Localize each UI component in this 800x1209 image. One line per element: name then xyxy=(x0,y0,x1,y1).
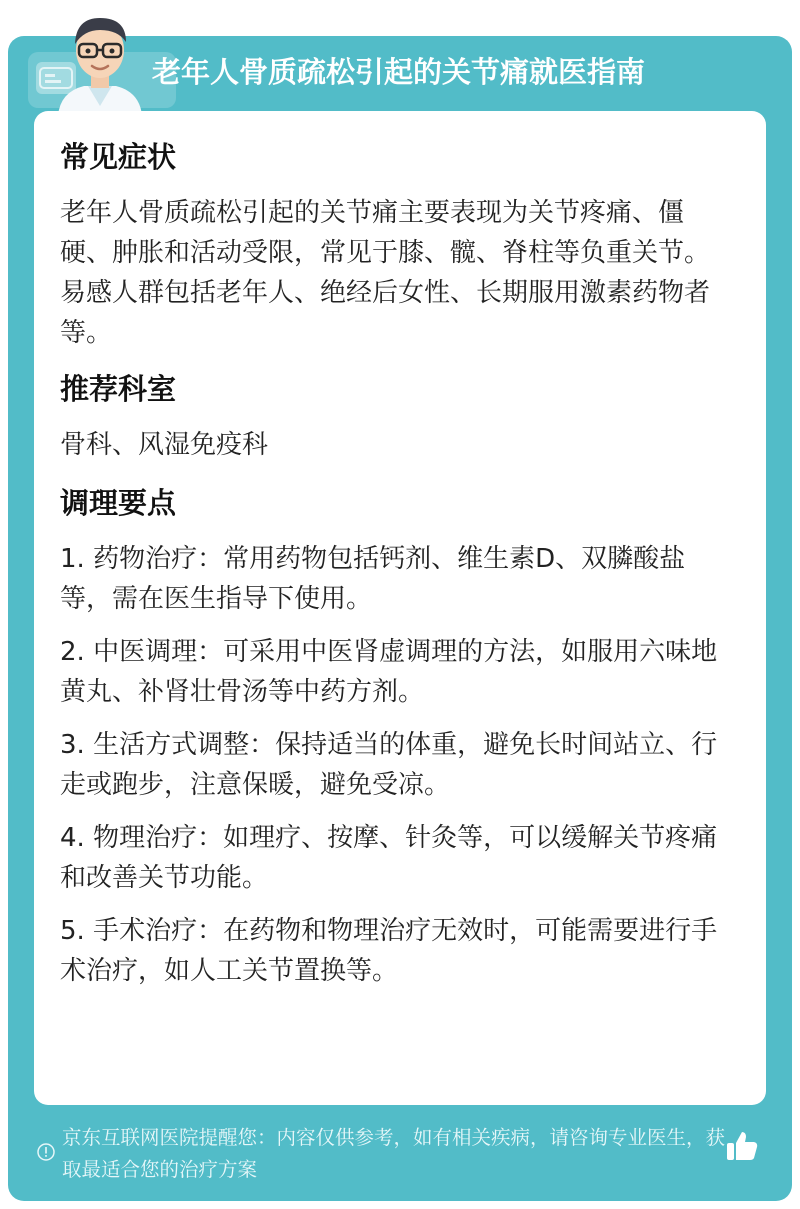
care-section xyxy=(60,481,730,991)
care-item-lifestyle: 3. 生活方式调整：保持适当的体重，避免长时间站立、行走或跑步，注意保暖，避免受凉。 xyxy=(60,730,718,800)
care-item-medication: 1. 药物治疗：常用药物包括钙剂、维生素D、双膦酸盐等，需在医生指导下使用。 xyxy=(60,544,686,614)
care-item-surgery: 5. 手术治疗：在药物和物理治疗无效时，可能需要进行手术治疗，如人工关节置换等。 xyxy=(60,916,718,986)
guide-content xyxy=(60,135,730,991)
care-item-tcm: 2. 中医调理：可采用中医肾虚调理的方法，如服用六味地黄丸、补肾壮骨汤等中药方剂。 xyxy=(60,637,718,707)
care-list xyxy=(60,539,730,991)
thumbs-up-icon[interactable] xyxy=(724,1128,760,1164)
department-heading: 推荐科室 xyxy=(60,372,177,406)
page-title: 老年人骨质疏松引起的关节痛就医指南 xyxy=(152,55,646,89)
department-text: 骨科、风湿免疫科 xyxy=(60,430,269,460)
department-section xyxy=(60,367,730,465)
symptoms-section xyxy=(60,135,730,353)
symptoms-heading: 常见症状 xyxy=(60,140,177,174)
doctor-avatar-icon xyxy=(48,6,152,116)
info-icon xyxy=(36,1142,56,1162)
footer-disclaimer: 京东互联网医院提醒您：内容仅供参考，如有相关疾病，请咨询专业医生，获取最适合您的治疗方案 xyxy=(62,1126,726,1181)
care-heading: 调理要点 xyxy=(60,486,177,520)
symptoms-text: 老年人骨质疏松引起的关节痛主要表现为关节疼痛、僵硬、肿胀和活动受限，常见于膝、髋、脊柱等负重关节。易感人群包括老年人、绝经后女性、长期服用激素药物者等。 xyxy=(60,198,711,348)
care-item-physical-therapy: 4. 物理治疗：如理疗、按摩、针灸等，可以缓解关节疼痛和改善关节功能。 xyxy=(60,823,718,893)
